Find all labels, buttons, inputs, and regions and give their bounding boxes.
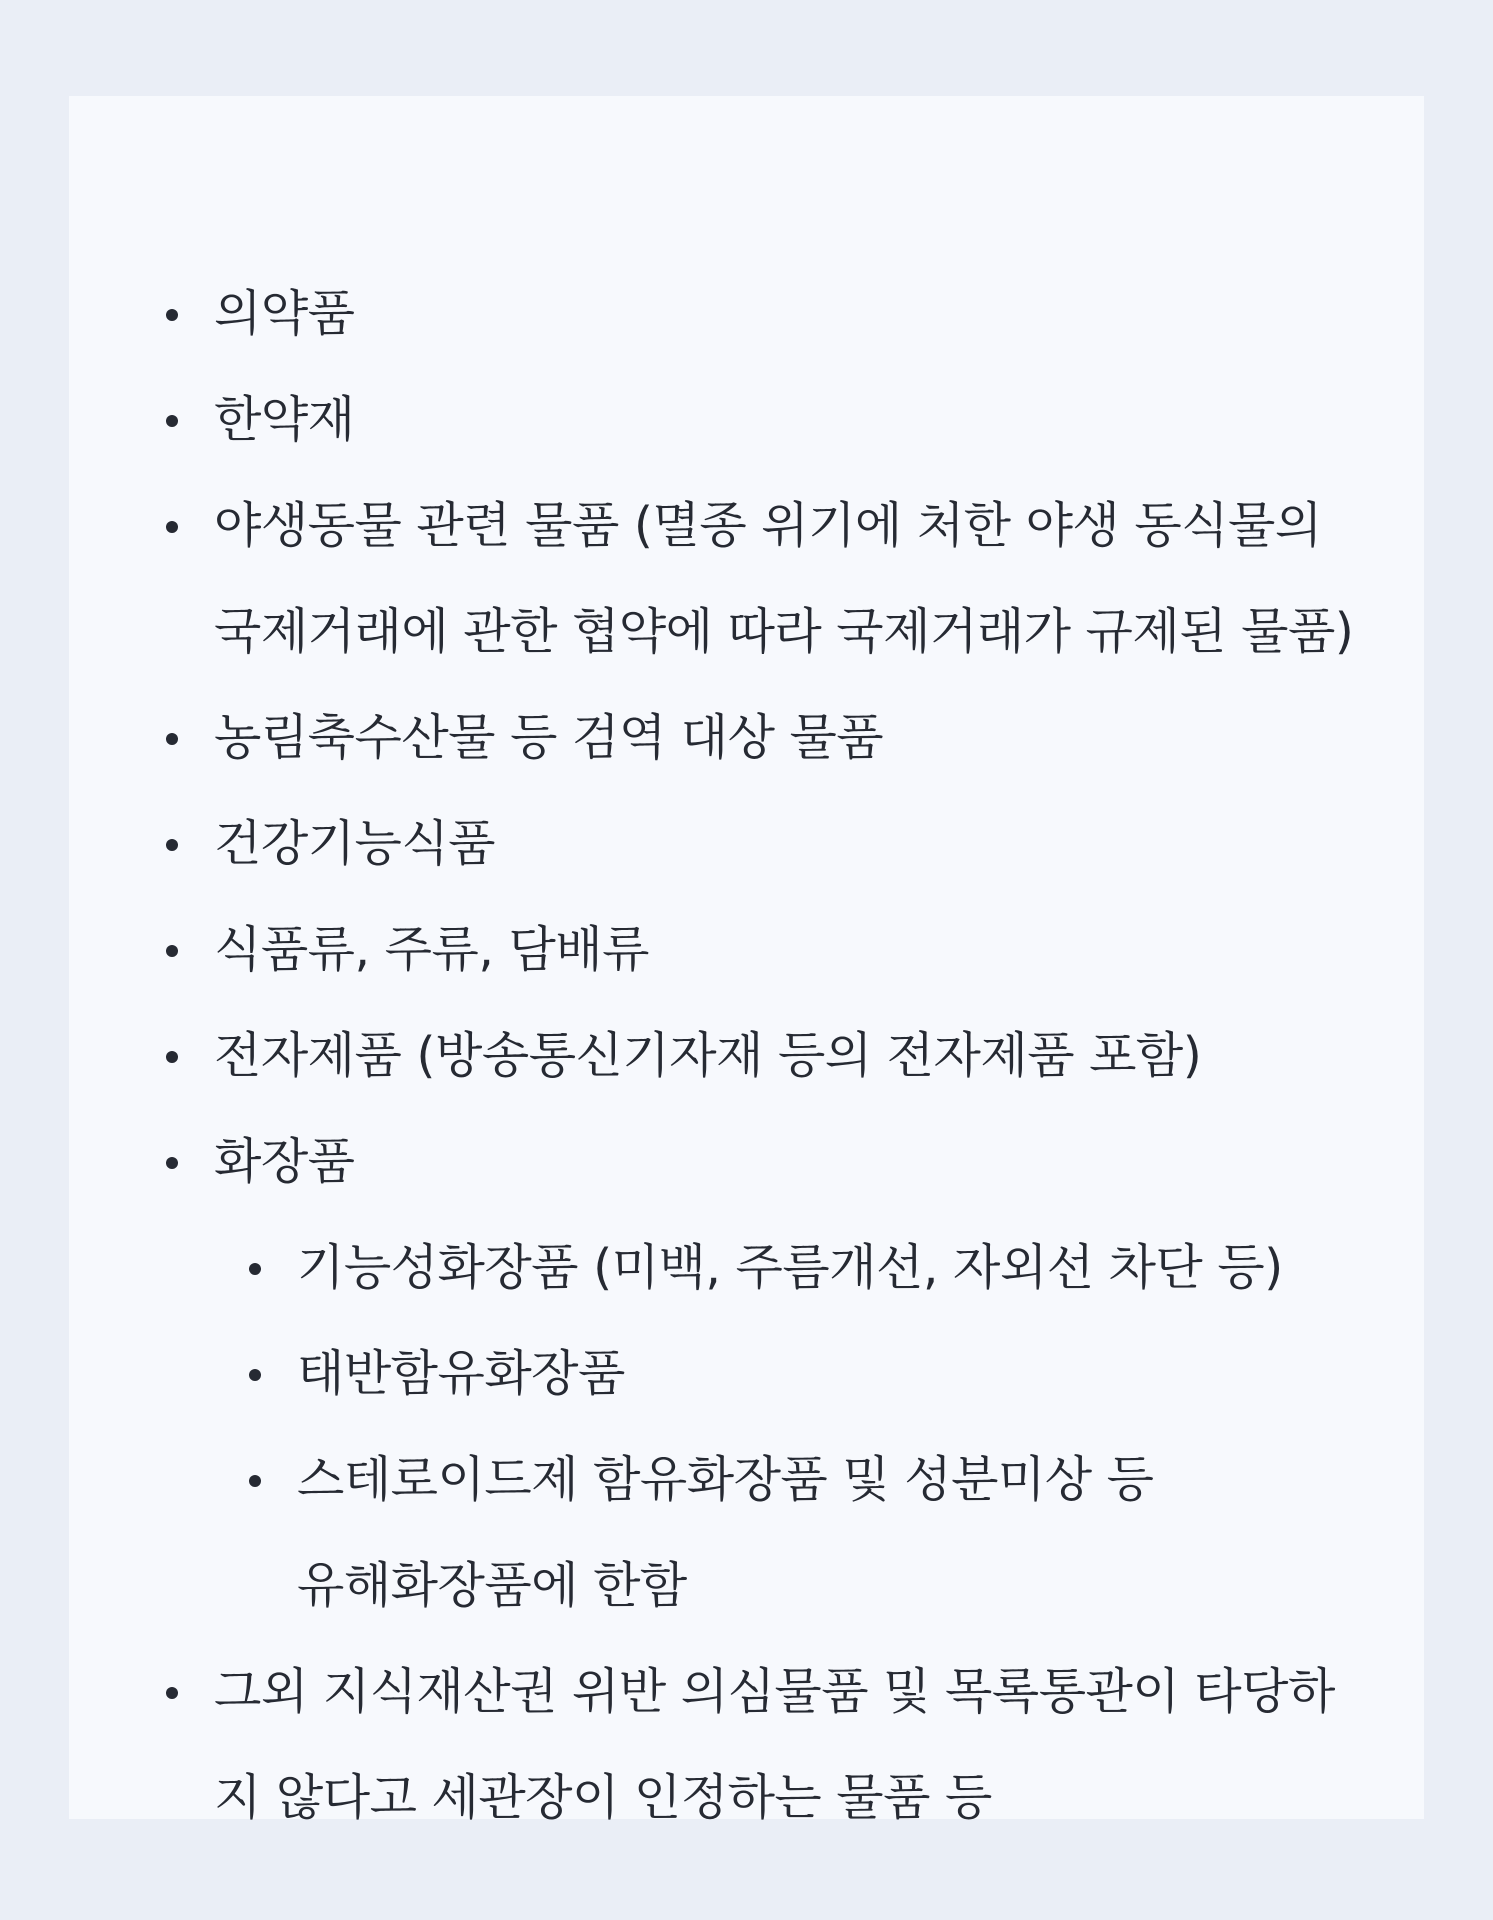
list-item-text: 한약재: [214, 391, 355, 448]
sub-list-item: [69, 1427, 1279, 1639]
list-item-text: 의약품: [214, 285, 355, 342]
list-item-text: 국제거래에 관한 협약에 따라 국제거래가 규제된 물품): [214, 603, 1354, 660]
content-card: [69, 96, 1424, 1826]
bullet-icon: [249, 1475, 261, 1487]
bullet-icon: [166, 1051, 178, 1063]
list-item-text: 기능성화장품 (미백, 주름개선, 자외선 차단 등): [297, 1239, 1283, 1296]
list-item-text: 전자제품 (방송통신기자재 등의 전자제품 포함): [214, 1027, 1202, 1084]
list-item-text: 스테로이드제 함유화장품 및 성분미상 등: [297, 1451, 1154, 1508]
list-item-text: 유해화장품에 한함: [297, 1557, 687, 1614]
list-item-text: 태반함유화장품: [297, 1345, 625, 1402]
list-item-text: 식품류, 주류, 담배류: [214, 921, 649, 978]
list-item: [69, 1109, 1279, 1215]
bullet-icon: [166, 733, 178, 745]
restricted-items-list: [69, 261, 1424, 1851]
bullet-icon: [166, 415, 178, 427]
list-item: [69, 367, 1279, 473]
bullet-icon: [249, 1263, 261, 1275]
list-item-text: 화장품: [214, 1133, 355, 1190]
list-item-text: 농림축수산물 등 검역 대상 물품: [214, 709, 884, 766]
bullet-icon: [166, 309, 178, 321]
list-item-text: 야생동물 관련 물품 (멸종 위기에 처한 야생 동식물의: [214, 497, 1322, 554]
sub-list-item: [69, 1321, 1279, 1427]
bullet-icon: [166, 1687, 178, 1699]
list-item-text: 그외 지식재산권 위반 의심물품 및 목록통관이 타당하: [214, 1663, 1335, 1720]
list-item: [69, 897, 1279, 1003]
bullet-icon: [166, 839, 178, 851]
sub-list-item: [69, 1215, 1283, 1321]
list-item: [69, 685, 1279, 791]
list-item: [69, 791, 1279, 897]
list-item: [69, 261, 1279, 367]
list-item: [69, 1639, 1335, 1851]
bullet-icon: [166, 1157, 178, 1169]
bullet-icon: [166, 521, 178, 533]
bullet-icon: [249, 1369, 261, 1381]
list-item-text: 건강기능식품: [214, 815, 496, 872]
list-item: [69, 473, 1354, 685]
list-item: [69, 1003, 1279, 1109]
list-item-text: 지 않다고 세관장이 인정하는 물품 등: [214, 1769, 992, 1826]
bullet-icon: [166, 945, 178, 957]
